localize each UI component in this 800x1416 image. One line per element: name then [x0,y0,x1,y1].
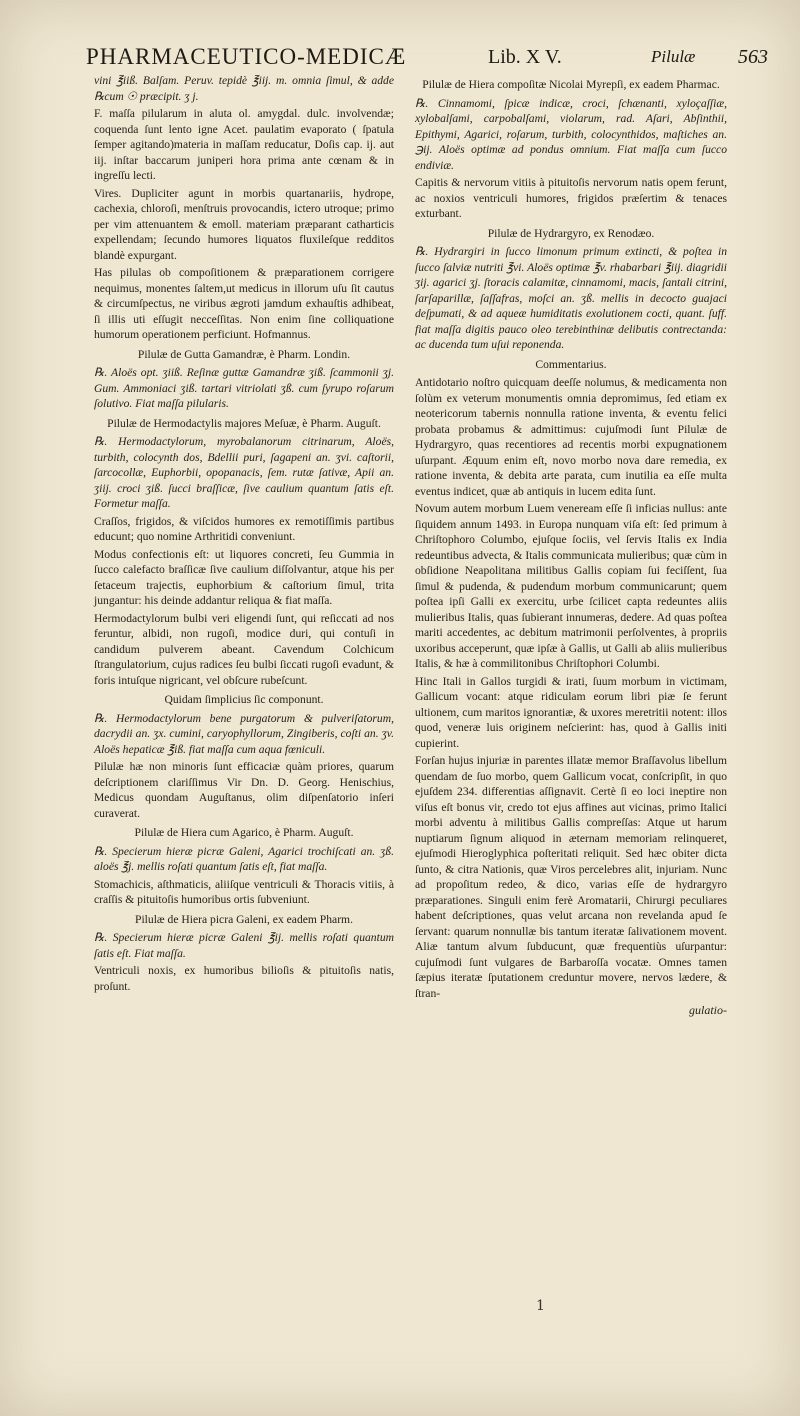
paragraph: Forſan hujus injuriæ in parentes illatæ memor Braſſavolus libellum quendam de ſuo morbo, quem Gallicum vocat, conſcripſit, in quo ejuſdem 234. differentias aſſignavit. Certè ſi eo loci ineptire non viſus eſt bonus vir, credo tot ejus affines aut vicinas, primo Italici morbi adventu à militibus Gallis compreſſas: Atque ut harum nuptiarum ſignum aliquod in æternam memoriam relinqueret, ejuſmodi Hieroglyphica poſteritati reliquit. Sed hæc obiter dicta ſunto, & citra Nationis, quæ Viros percelebres alit, injuriam. Nunc ad propoſitum redeo, & dico, varias eſſe de hydrargyro præparationes. Singuli enim ferè Aromatarii, Chirurgi peculiares habent deſcriptiones, quas velut arcana non revelanda apud ſe ſervant: quarum nonnullæ bis tantum iteratæ ſalivationem movent. Aliæ tantum alvum ſubducunt, quæ frequentiùs uſurpantur: cujuſmodi ſunt vulgares de Barbaroſſa vocatæ. Omnes tamen ſæpius iteratæ ſputationem creduntur movere, nervos lædere, & ſtran- [415,754,727,1000]
recipe: ℞. Hermodactylorum, myrobalanorum citrinarum, Aloës, turbith, colocynth dos, Bdellii puri, ſagapeni an. ʒvi. caſtorii, ſarcocollæ, Euphorbii, opopanacis, ſem. rutæ ſativæ, Apii an. ʒiij. croci ʒiß. ſucci braſſicæ, ſive caulium quantum ſatis eſt. Formetur maſſa. [94,435,394,510]
paragraph: Vires. Dupliciter agunt in morbis quartanariis, hydrope, cachexia, chloroſi, menſtruis provocandis, ictero utroque; primo per vim attenuantem & emoll. materiam præparant catharticis expellendam; ſecundo humores liquatos fluxileſque redditos blandè expurgant. [94,186,394,262]
paragraph: Hermodactylorum bulbi veri eligendi ſunt, qui reſiccati ad nos feruntur, albidi, non rugoſi, modice duri, qui contuſi in candidum pulverem abeant. Cavendum Colchicum ſtrangulatorium, cujus radices ſeu bulbi ſiccati rugoſi evadunt, & foris intuſque nigricant, vel obſcure rubeſcunt. [94,611,394,687]
recipe: ℞. Hermodactylorum bene purgatorum & pulveriſatorum, dacrydii an. ʒx. cumini, caryophyllorum, Zingiberis, coſti an. ʒv. Aloës hepaticæ ℥iß. fiat maſſa cum aqua fœniculi. [94,711,394,756]
paragraph: F. maſſa pilularum in aluta ol. amygdal. dulc. involvendæ; coquenda ſunt lento igne Acet. paulatim evaporato ( ſpatula ſemper agitando)materia in maſſam reducatur, Doſis cap. ij. aut iij. inſtar baccarum juniperi hora prima ante cœnam & in ingreſſu lecti. [94,107,394,182]
recipe: ℞. Cinnamomi, ſpicæ indicæ, croci, ſchænanti, xyloçaſſiæ, xylobalſami, carpobalſami, violarum, rad. Aſari, Abſinthii, Epithymi, Agarici, roſarum, turbith, colocynthidos, maſtiches an. ℈ij. Aloës optimæ ad pondus omnium. Fiat maſſa cum ſucco endiviæ. [415,96,727,172]
header-section: Pilulæ [651,47,696,66]
section-heading: Pilulæ de Hermodactylis majores Meſuæ, è Pharm. Auguſt. [107,416,381,430]
commentary-heading: Commentarius. [535,357,607,371]
section-heading: Pilulæ de Hiera picra Galeni, ex eadem Pharm. [135,912,353,926]
recipe: ℞. Specierum hieræ picræ Galeni, Agarici trochiſcati an. ʒß. aloës ℥j. mellis roſati quantum ſatis eſt, fiat maſſa. [94,844,394,873]
section-heading: Pilulæ de Hiera cum Agarico, è Pharm. Auguſt. [134,826,354,839]
paragraph: vini ℥iiß. Balſam. Peruv. tepidè ℥iij. m. omnia ſimul, & adde ℞cum ☉ præcipit. ʒ j. [94,74,394,103]
header-title: PHARMACEUTICO-MEDICÆ [86,44,407,69]
paragraph: Antidotario noſtro quicquam deeſſe nolumus, & medicamenta non ſolùm ex veterum monumentis omnia depromimus, ſed etiam ex neotericorum tabernis nonnulla ratione inventa, & eventu felici probata probamus & admittimus: cujuſmodi ſunt Pilulæ de Hydrargyro, quas recentiores ad recentis morbi expugnationem uſurpant. Æquum enim eſt, novo morbo nova dare remedia, ex ratione inventa, & debita arte parata, cum inutilia ea eſſe multa eventus indicet, quæ ab antiquis in lucem edita ſunt. [415,376,727,498]
paragraph: Capitis & nervorum vitiis à pituitoſis nervorum natis opem ferunt, ac noxios ventriculi humores, frigidos præſertim & tenaces exturbant. [415,176,727,220]
paragraph: Stomachicis, aſthmaticis, aliiſque ventriculi & Thoracis vitiis, à craſſis & pituitoſis humoribus ortis ſubveniunt. [94,877,394,906]
paragraph: Novum autem morbum Luem veneream eſſe ſi inficias nullus: ante ſiquidem annum 1493. in Europa nunquam viſa eſt: ſed primum à Chriſtophoro Columbo, ejuſque ſociis, vel ſervis Italis ex India redeuntibus advecta, & Italis communicata mulieribus; quæ cùm in obſidione Neapolitana militibus Gallis copiam ſui feciſſent, ſua ſimul & pudenda, & pudendum morbum communicarunt; quem poſtea ipſi Galli ex exercitu, urbe ſcilicet capta redeuntes aliis mulieribus Italis, quas ſubierant innumeras, dedere. Ad quas poſtea mariti accedentes, ac debitum matrimonii perſolventes, à propriis uxoribus acceperunt, quæ ipſæ à Gallis, ut Galli ab aliis mulieribus Italis, & hæ à commilitonibus Chriſtophori Columbi. [415,502,727,670]
recipe: ℞. Hydrargiri in ſucco limonum primum extincti, & poſtea in ſucco ſalviæ nutriti ℥vi. Aloës optimæ ℥v. rhabarbari ℥iij. diagridii ʒij. agarici ʒj. ſtoracis calamitæ, cinnamomi, macis, ſantali citrini, ſarſaparillæ, ſaſſafras, moſci an. ʒß. mellis in decocto guajaci deſpumati, & ad aqueæ humiditatis exolutionem cocti, quant. ſuff. fiat maſſa digitis pauco oleo terebinthinæ delibutis contrectanda: ac ducenda tum uſui reponenda. [415,245,727,351]
paragraph: Has pilulas ob compoſitionem & præparationem corrigere nequimus, monentes ſaltem,ut medicus in illorum uſu ſit cautus & circumſpectus, ne viribus ægroti jamdum exhauſtis adhibeat, ſi illis uti eſſugit necceſſitas. Non enim ſine colliquatione humorum operationem perficiunt. Hofmannus. [94,266,394,341]
page-number: 563 [738,46,768,68]
section-heading: Pilulæ de Hiera compoſitæ Nicolai Myrepſi, ex eadem Pharmac. [422,78,720,91]
section-heading: Quidam ſimplicius ſic componunt. [164,693,324,706]
recipe: ℞. Specierum hieræ picræ Galeni ℥ij. mellis roſati quantum ſatis eſt. Fiat maſſa. [94,931,394,960]
left-column [94,73,394,996]
paragraph: Hinc Itali in Gallos turgidi & irati, ſuum morbum in victimam, Gallicum vocant: atque ridiculam eorum libri piæ ſe ferunt ultionem, cum maritos ignorantiæ, & uxores meretritii notent: illos quod, veneræ luis originem neſcierint: has, quod à Gallis initi cupierint. [415,674,727,750]
catchword: gulatio- [689,1003,727,1017]
paragraph: Modus confectionis eſt: ut liquores concreti, ſeu Gummia in ſucco calefacto braſſicæ ſive caulium diſſolvantur, atque his per ſetaceum trajectis, euphorbium & caſtorium ſimul, trita jungantur: his deinde addantur reliqua & fiat maſſa. [94,547,394,607]
section-heading: Pilulæ de Hydrargyro, ex Renodæo. [487,226,655,240]
paragraph: Pilulæ hæ non minoris ſunt efficaciæ quàm priores, quarum deſcriptionem clariſſimus Vir Dn. D. Georg. Henischius, Medicus quondam Auguſtanus, olim diſpenſatorio inſeri curaverat. [94,760,394,820]
footer-mark: 1 [536,1298,545,1314]
paragraph: Ventriculi noxis, ex humoribus bilioſis & pituitoſis natis, proſunt. [94,964,394,993]
recipe: ℞. Aloës opt. ʒiiß. Reſinæ guttæ Gamandræ ʒiß. ſcammonii ʒj. Gum. Ammoniaci ʒiß. tartari vitriolati ʒß. cum ſyrupo roſarum ſolutivo. Fiat maſſa pilularis. [94,366,394,410]
section-heading: Pilulæ de Gutta Gamandræ, è Pharm. Londin. [137,347,351,361]
right-column [415,73,727,1021]
running-header [86,44,774,74]
paragraph: Craſſos, frigidos, & viſcidos humores ex remotiſſimis partibus educunt; quo nomine Arthritidi conveniunt. [94,514,394,543]
header-book: Lib. X V. [488,46,562,68]
